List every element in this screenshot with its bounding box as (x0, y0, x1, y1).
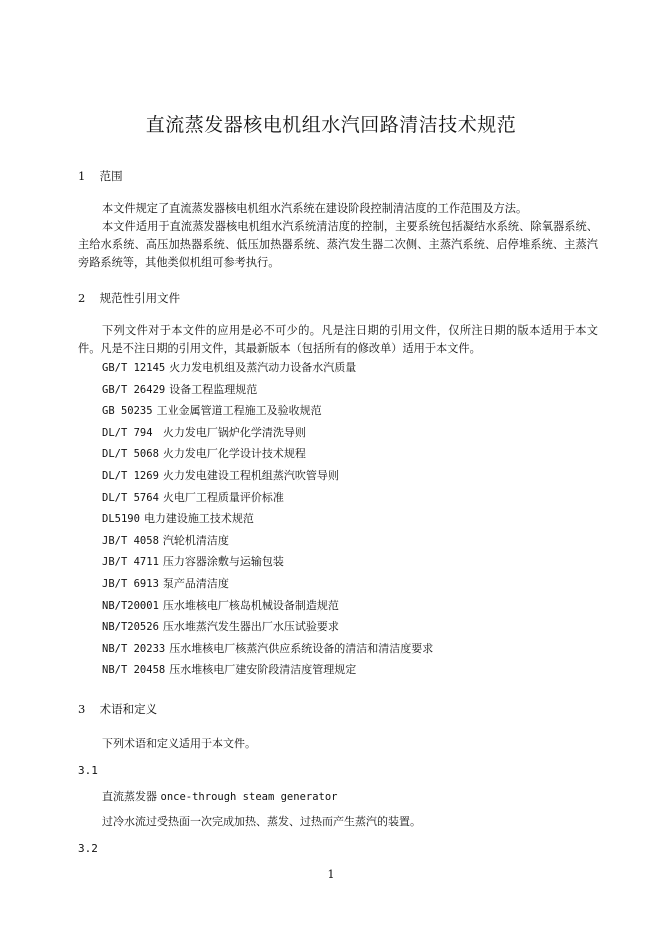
reference-code: DL/T 5068 (102, 448, 159, 461)
reference-title: 工业金属管道工程施工及验收规范 (156, 404, 322, 418)
reference-code: NB/T 20458 (102, 664, 166, 677)
term-number: 3.2 (78, 842, 98, 855)
document-title: 直流蒸发器核电机组水汽回路清洁技术规范 (145, 114, 517, 136)
reference-item (102, 618, 339, 634)
reference-title: 压力容器涂敷与运输包装 (162, 555, 284, 569)
scope-paragraph-2: 本文件适用于直流蒸发器核电机组水汽系统清洁度的控制，主要系统包括凝结水系统、除氧器系统、主给水系统、高压加热器系统、低压加热器系统、蒸汽发生器二次侧、主蒸汽系统、启停堆系统、主蒸汽旁路系统等，其他类似机组可参考执行。 (78, 220, 598, 269)
reference-title: 压水堆核电厂核蒸汽供应系统设备的清洁和清洁度要求 (169, 641, 434, 655)
section-number: 1 (78, 169, 86, 183)
reference-code: DL/T 5764 (102, 491, 159, 504)
reference-code: GB/T 12145 (102, 362, 166, 374)
page-number: 1 (327, 868, 335, 881)
reference-title: 火力发电建设工程机组蒸汽吹管导则 (162, 469, 339, 482)
reference-code: JB/T 4711 (102, 556, 159, 569)
section-heading-normative-references (78, 290, 180, 306)
reference-code: JB/T 4058 (102, 534, 159, 547)
reference-item (102, 445, 306, 461)
reference-title: 火力发电厂锅炉化学清洗导则 (162, 425, 306, 439)
section-title: 规范性引用文件 (99, 291, 181, 305)
reference-code: DL/T 794 (102, 426, 159, 439)
reference-code: NB/T20526 (102, 621, 159, 634)
references-intro: 下列文件对于本文件的应用是必不可少的。凡是注日期的引用文件，仅所注日期的版本适用于本文件。凡是不注日期的引用文件，其最新版本（包括所有的修改单）适用于本文件。 (78, 324, 598, 355)
reference-code: DL/T 1269 (102, 470, 159, 482)
reference-item (102, 532, 229, 548)
reference-item (102, 575, 229, 591)
reference-item (102, 510, 254, 526)
section-number: 3 (78, 702, 86, 716)
reference-code: GB/T 26429 (102, 383, 166, 396)
reference-code: GB 50235 (102, 405, 153, 418)
scope-paragraph-1: 本文件规定了直流蒸发器核电机组水汽系统在建设阶段控制清洁度的工作范围及方法。 (102, 202, 528, 215)
reference-code: JB/T 6913 (102, 578, 159, 590)
reference-title: 火力发电厂化学设计技术规程 (162, 447, 306, 461)
reference-title: 火力发电机组及蒸汽动力设备水汽质量 (169, 361, 357, 374)
reference-item (102, 640, 433, 656)
reference-item (102, 467, 339, 483)
reference-title: 汽轮机清洁度 (162, 533, 229, 547)
section-heading-scope (78, 168, 123, 184)
reference-item (102, 381, 257, 397)
term-definition: 过冷水流过受热面一次完成加热、蒸发、过热而产生蒸汽的装置。 (102, 815, 421, 828)
section-title: 范围 (99, 169, 123, 183)
reference-code: DL5190 (102, 513, 140, 526)
section-number: 2 (78, 291, 86, 305)
reference-title: 电力建设施工技术规范 (143, 512, 254, 526)
reference-item (102, 359, 356, 375)
term-number: 3.1 (78, 764, 98, 777)
terms-intro: 下列术语和定义适用于本文件。 (102, 737, 256, 750)
reference-title: 设备工程监理规范 (169, 382, 258, 396)
section-title: 术语和定义 (99, 702, 158, 716)
reference-item (102, 553, 284, 569)
reference-code: NB/T 20233 (102, 642, 166, 655)
reference-title: 火电厂工程质量评价标准 (162, 490, 284, 504)
reference-item (102, 597, 339, 613)
reference-item (102, 424, 306, 440)
reference-title: 泵产品清洁度 (162, 577, 229, 590)
reference-title: 压水堆蒸汽发生器出厂水压试验要求 (162, 620, 339, 634)
term-name-en: once-through steam generator (160, 791, 338, 803)
reference-item (102, 661, 356, 677)
term-name (102, 788, 338, 804)
reference-item (102, 489, 284, 505)
term-name-cn: 直流蒸发器 (102, 790, 157, 803)
reference-item (102, 402, 322, 418)
reference-title: 压水堆核电厂核岛机械设备制造规范 (162, 598, 339, 612)
reference-code: NB/T20001 (102, 599, 159, 612)
reference-title: 压水堆核电厂建安阶段清洁度管理规定 (169, 663, 357, 677)
section-heading-terms (78, 701, 157, 717)
